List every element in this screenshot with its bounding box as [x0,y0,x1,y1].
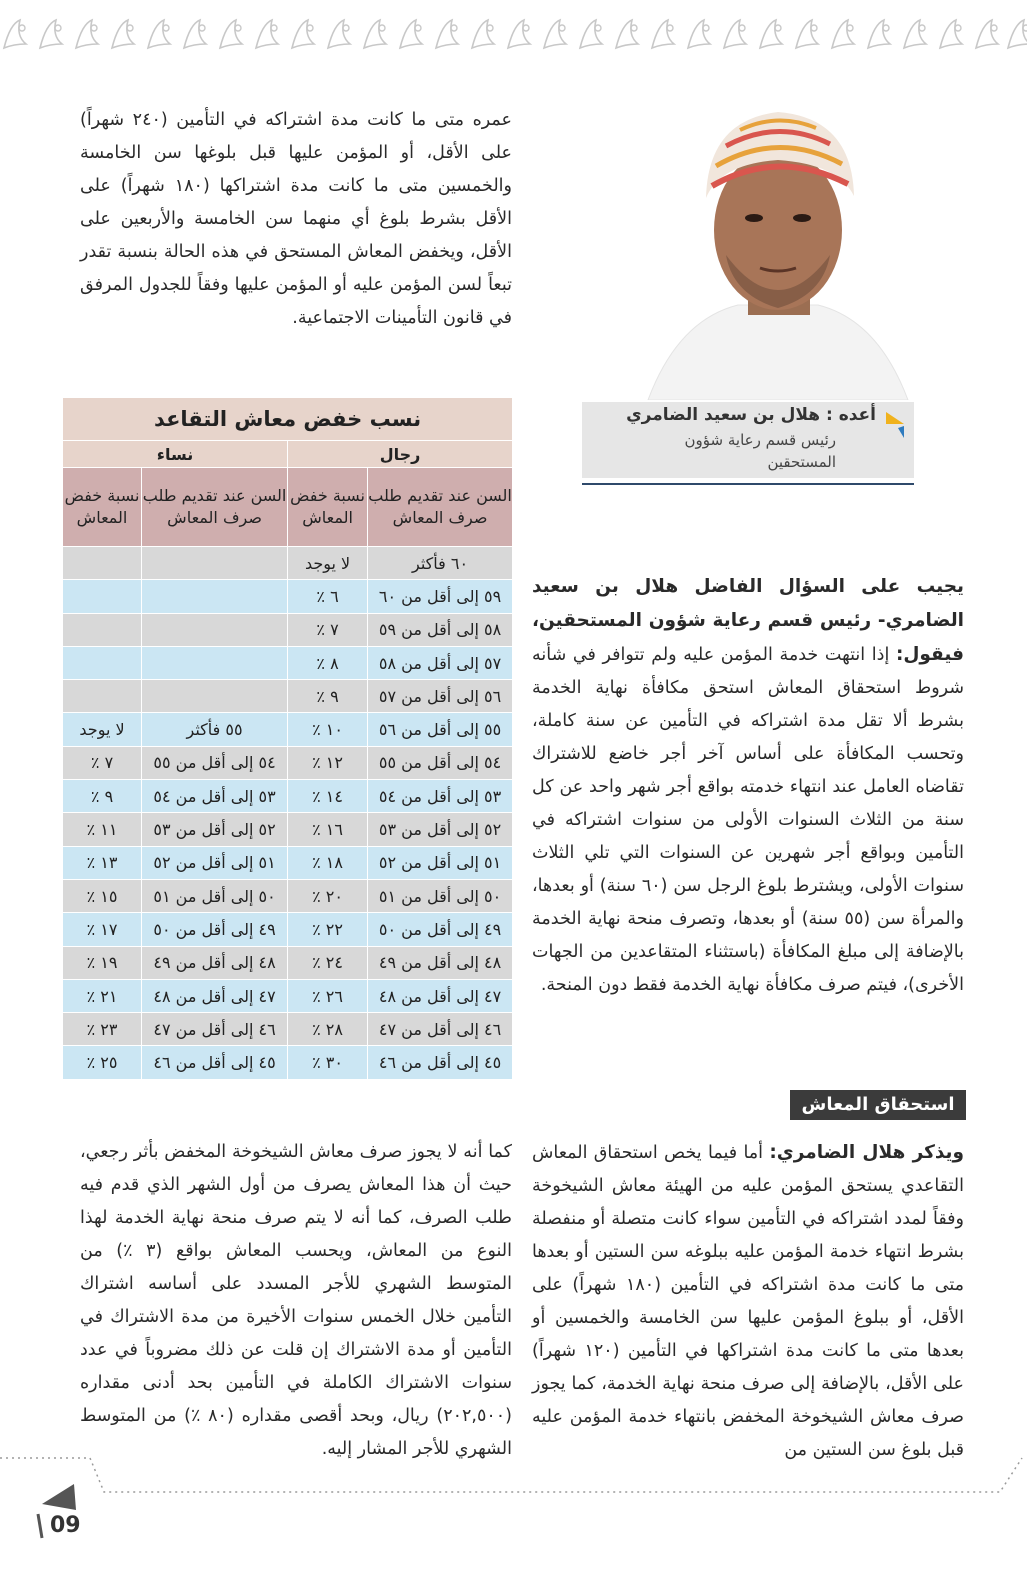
intro-paragraph-text: عمره متى ما كانت مدة اشتراكه في التأمين (٢٤٠ شهراً) على الأقل، أو المؤمن عليها قبل بلوغها سن الخامسة والخمسين متى ما كانت مدة اشتراكها (١٨٠ شهراً) على الأقل بشرط بلوغ أي منهما سن الخامسة والأربعين على الأقل، ويخفض المعاش المستحق في هذه الحالة بنسبة تقدر تبعاً لسن المؤمن عليه أو المؤمن عليها وفقاً للجدول المرفق في قانون التأمينات الاجتماعية. [80,110,512,328]
table-row [63,846,513,879]
author-portrait [608,90,948,400]
footer-dotted-line [0,1440,1027,1500]
men-age: ٤٥ إلى أقل من ٤٦ [368,1046,513,1079]
answer-intro: يجيب على السؤال الفاضل هلال بن سعيد الضامري- رئيس قسم رعاية شؤون المستحقين، فيقول: [532,576,964,665]
men-pct: ٢٢ ٪ [288,913,368,946]
men-pct: ٦ ٪ [288,580,368,613]
women-age [142,580,288,613]
men-age: ٥٦ إلى أقل من ٥٧ [368,680,513,713]
women-age: ٤٨ إلى أقل من ٤٩ [142,946,288,979]
women-age: ٥٤ إلى أقل من ٥٥ [142,746,288,779]
section-title: استحقاق المعاش [790,1090,966,1120]
women-pct: ١٥ ٪ [63,879,142,912]
table-row [63,913,513,946]
entitlement-paragraph-text [532,1136,964,1467]
women-pct: ٢٥ ٪ [63,1046,142,1079]
top-decorative-pattern [0,14,1027,60]
women-pct: لا يوجد [63,713,142,746]
men-age: ٥٥ إلى أقل من ٥٦ [368,713,513,746]
women-age: ٤٩ إلى أقل من ٥٠ [142,913,288,946]
women-pct [63,613,142,646]
men-pct: ١٤ ٪ [288,780,368,813]
answer-paragraph [532,570,964,1002]
men-pct: ١٨ ٪ [288,846,368,879]
women-age: ٥٢ إلى أقل من ٥٣ [142,813,288,846]
men-pct: ٨ ٪ [288,646,368,679]
table-row [63,879,513,912]
table-row [63,580,513,613]
men-age: ٥٤ إلى أقل من ٥٥ [368,746,513,779]
men-pct: ١٠ ٪ [288,713,368,746]
table-row [63,680,513,713]
calculation-paragraph-text: كما أنه لا يجوز صرف معاش الشيخوخة المخفض بأثر رجعي، حيث أن هذا المعاش يصرف من أول الشهر الذي قدم فيه طلب الصرف، كما أنه لا يتم صرف منحة نهاية الخدمة لهذا النوع من المعاش، ويحسب المعاش بواقع (٣ ٪) من المتوسط الشهري للأجر المسدد على أساسه اشتراك التأمين خلال الخمس سنوات الأخيرة من مدة الاشتراك في التأمين أو مدة الاشتراك إن قلت عن ذلك مضروباً في عدد سنوات الاشتراك الكاملة في التأمين بحد أدنى مقداره (٢٠٢,٥٠٠) ريال، وبحد أقصى مقداره (٨٠ ٪) من المتوسط الشهري للأجر المشار إليه. [80,1142,512,1459]
triangle-marker-icon [884,408,906,438]
women-pct [63,680,142,713]
table-row [63,1013,513,1046]
women-pct: ١٩ ٪ [63,946,142,979]
col-women-age: السن عند تقديم طلب صرف المعاش [142,468,288,547]
table-row [63,713,513,746]
entitlement-body: أما فيما يخص استحقاق المعاش التقاعدي يستحق المؤمن عليه من الهيئة معاش الشيخوخة وفقاً لمدد اشتراكه في التأمين سواء كانت متصلة أو منفصلة بشرط انتهاء خدمة المؤمن عليه ببلوغه سن الستين أو بعدها متى ما كانت مدة اشتراكه في التأمين (١٨٠ شهراً) على الأقل، أو ببلوغ المؤمن عليها سن الخامسة والخمسين أو بعدها متى ما كانت مدة اشتراكها في التأمين (١٢٠ شهراً) على الأقل، بالإضافة إلى صرف منحة نهاية الخدمة، كما يجوز صرف معاش الشيخوخة المخفض بانتهاء خدمة المؤمن عليه قبل بلوغ سن الستين من [532,1143,964,1460]
calculation-paragraph [80,1136,512,1466]
table-row [63,1046,513,1079]
table-row [63,813,513,846]
answer-body: إذا انتهت خدمة المؤمن عليه ولم تتوافر في شأنه شروط استحقاق المعاش استحق مكافأة نهاية الخدمة بشرط ألا تقل مدة اشتراكه في التأمين عن سنة كاملة، وتحسب المكافأة على أساس آخر أجر خاضع للاشتراك تقاضاه العامل عند انتهاء خدمته بواقع أجر شهر واحد عن كل سنة من الثلاث السنوات الأولى من سنوات اشتراكه في التأمين وبواقع أجر شهرين عن السنوات التي تلي الثلاث سنوات الأولى، ويشترط بلوغ الرجل سن (٦٠ سنة) أو بعدها، والمرأة سن (٥٥ سنة) أو بعدها، وتصرف منحة نهاية الخدمة بالإضافة إلى مبلغ المكافأة (باستثناء المتقاعدين من الجهات الأخرى)، فيتم صرف مكافأة نهاية الخدمة فقط دون المنحة. [532,645,964,995]
author-box [582,402,914,478]
men-pct: ٢٦ ٪ [288,979,368,1012]
col-men-age: السن عند تقديم طلب صرف المعاش [368,468,513,547]
women-age [142,680,288,713]
intro-paragraph [80,104,512,335]
women-age: ٥٥ فأكثر [142,713,288,746]
men-pct: ٣٠ ٪ [288,1046,368,1079]
col-women-pct: نسبة خفض المعاش [63,468,142,547]
women-age: ٤٧ إلى أقل من ٤٨ [142,979,288,1012]
women-pct: ٢٣ ٪ [63,1013,142,1046]
men-age: ٥١ إلى أقل من ٥٢ [368,846,513,879]
men-age: ٤٧ إلى أقل من ٤٨ [368,979,513,1012]
author-name: أعده : هلال بن سعيد الضامري [626,405,876,425]
table-row [63,780,513,813]
women-age: ٤٥ إلى أقل من ٤٦ [142,1046,288,1079]
table-row [63,746,513,779]
men-age: ٥٨ إلى أقل من ٥٩ [368,613,513,646]
women-age [142,547,288,580]
answer-paragraph-text [532,570,964,1002]
women-pct: ٢١ ٪ [63,979,142,1012]
women-age: ٥١ إلى أقل من ٥٢ [142,846,288,879]
men-age: ٥٧ إلى أقل من ٥٨ [368,646,513,679]
col-men-pct: نسبة خفض المعاش [288,468,368,547]
women-pct: ١٧ ٪ [63,913,142,946]
women-pct: ٩ ٪ [63,780,142,813]
women-pct [63,646,142,679]
women-age [142,613,288,646]
men-age: ٤٦ إلى أقل من ٤٧ [368,1013,513,1046]
women-pct: ٧ ٪ [63,746,142,779]
women-age [142,646,288,679]
women-age: ٥٠ إلى أقل من ٥١ [142,879,288,912]
men-pct: ٧ ٪ [288,613,368,646]
table-row [63,547,513,580]
men-pct: ١٦ ٪ [288,813,368,846]
men-age: ٦٠ فأكثر [368,547,513,580]
men-pct: ٢٠ ٪ [288,879,368,912]
table-title: نسب خفض معاش التقاعد [63,398,513,441]
author-title: رئيس قسم رعاية شؤون المستحقين [684,431,836,471]
men-age: ٥٢ إلى أقل من ٥٣ [368,813,513,846]
table-row [63,613,513,646]
table-row [63,646,513,679]
page-number: 09 [50,1513,81,1538]
men-age: ٤٨ إلى أقل من ٤٩ [368,946,513,979]
women-age: ٤٦ إلى أقل من ٤٧ [142,1013,288,1046]
table-row [63,946,513,979]
women-pct [63,547,142,580]
men-pct: ٢٨ ٪ [288,1013,368,1046]
men-pct: ٢٤ ٪ [288,946,368,979]
women-pct: ١١ ٪ [63,813,142,846]
group-women: نساء [63,441,288,468]
men-pct: ٩ ٪ [288,680,368,713]
pension-reduction-table [62,397,512,1080]
entitlement-intro: ويذكر هلال الضامري: [769,1142,964,1163]
men-age: ٥٩ إلى أقل من ٦٠ [368,580,513,613]
men-pct: ١٢ ٪ [288,746,368,779]
group-men: رجال [288,441,513,468]
entitlement-paragraph [532,1136,964,1467]
table-row [63,979,513,1012]
men-pct: لا يوجد [288,547,368,580]
men-age: ٥٠ إلى أقل من ٥١ [368,879,513,912]
author-underline [582,483,914,485]
men-age: ٤٩ إلى أقل من ٥٠ [368,913,513,946]
pattern-icon [0,14,1027,60]
women-age: ٥٣ إلى أقل من ٥٤ [142,780,288,813]
women-pct [63,580,142,613]
women-pct: ١٣ ٪ [63,846,142,879]
men-age: ٥٣ إلى أقل من ٥٤ [368,780,513,813]
